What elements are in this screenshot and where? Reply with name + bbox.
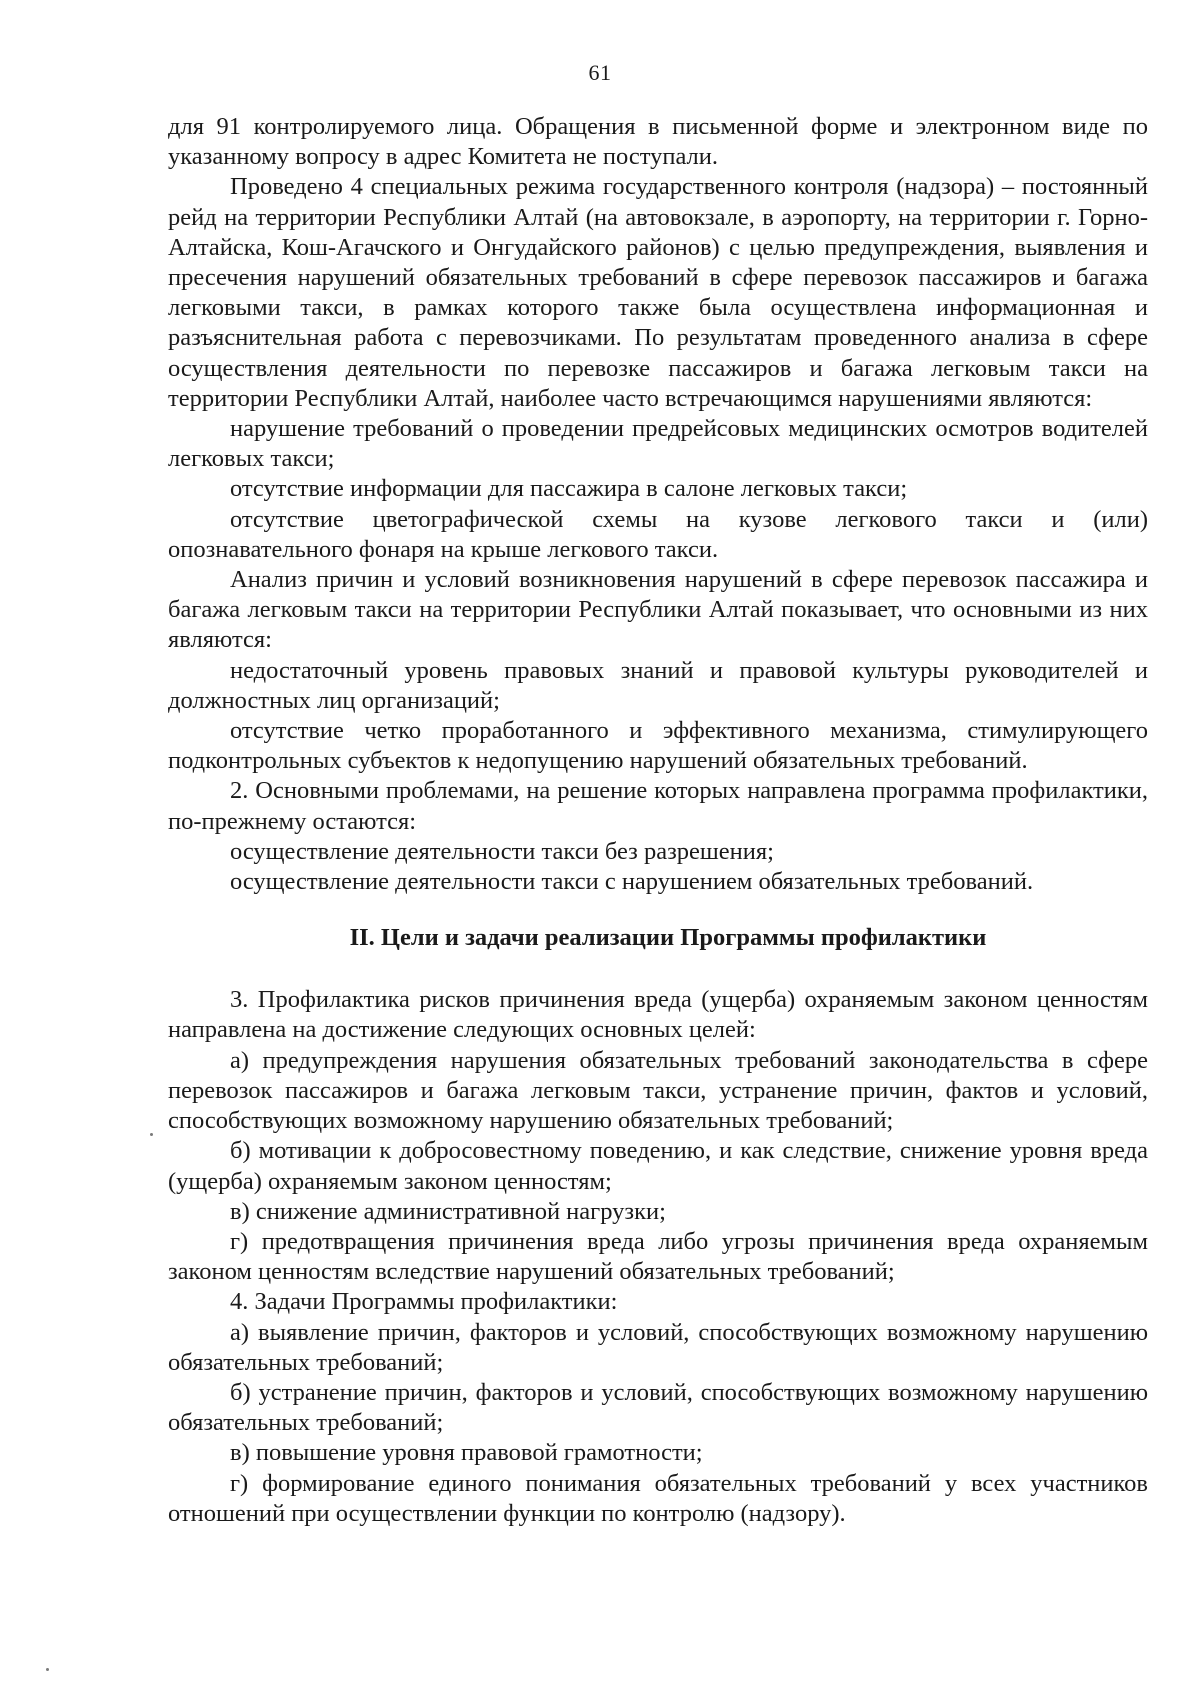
paragraph-continuation: для 91 контролируемого лица. Обращения в письменной форме и электронном виде по указанному вопросу в адрес Комитета не поступали.: [168, 113, 1148, 171]
list-item-problem-violations: осуществление деятельности такси с нарушением обязательных требований.: [230, 868, 1034, 896]
list-item-task-c: в) повышение уровня правовой грамотности;: [230, 1439, 703, 1467]
list-item-violation-color-scheme: отсутствие цветографической схемы на кузове легкового такси и (или) опознавательного фонаря на крыше легкового такси.: [168, 505, 1148, 563]
list-item-goal-d: г) предотвращения причинения вреда либо угрозы причинения вреда охраняемым законом ценностям вследствие нарушений обязательных требований;: [168, 1227, 1148, 1286]
list-item-goal-a: а) предупреждения нарушения обязательных требований законодательства в сфере перевозок пассажиров и багажа легковым такси, устранение причин, фактов и условий, способствующих возможному нарушению обязательных требований;: [168, 1046, 1148, 1135]
list-item-violation-medical: нарушение требований о проведении предрейсовых медицинских осмотров водителей легковых такси;: [168, 415, 1148, 473]
list-item-task-b: б) устранение причин, факторов и условий, способствующих возможному нарушению обязательных требований;: [168, 1378, 1148, 1437]
page-number: 61: [588, 60, 612, 85]
list-item-goal-b: б) мотивации к добросовестному поведению, и как следствие, снижение уровня вреда (ущерба) охраняемым законом ценностям;: [168, 1137, 1148, 1195]
list-item-violation-info: отсутствие информации для пассажира в салоне легковых такси;: [230, 475, 908, 503]
paragraph-special-regimes: Проведено 4 специальных режима государственного контроля (надзора) – постоянный рейд на территории Республики Алтай (на автовокзале, в аэропорту, на территории г. Горно-Алтайска, Кош-Агачского и Онгудайского районов) с целью предупреждения, выявления и пресечения нарушений обязательных требований в сфере перевозок пассажиров и багажа легковыми такси, в рамках которого также была осуществлена информационная и разъяснительная работа с перевозчиками. По результатам проведенного анализа в сфере осуществления деятельности по перевозке пассажиров и багажа легковым такси на территории Республики Алтай, наиболее часто встречающимся нарушениями являются:: [168, 173, 1148, 412]
document-body: [168, 112, 1148, 1529]
scan-speck: [46, 1668, 49, 1671]
paragraph-causes-analysis: Анализ причин и условий возникновения нарушений в сфере перевозок пассажира и багажа легковым такси на территории Республики Алтай показывает, что основными из них являются:: [168, 566, 1148, 654]
scan-speck: [150, 1133, 153, 1136]
paragraph-main-problems: 2. Основными проблемами, на решение которых направлена программа профилактики, по-прежнему остаются:: [168, 777, 1148, 835]
list-item-problem-no-permit: осуществление деятельности такси без разрешения;: [230, 837, 774, 865]
paragraph-program-tasks: 4. Задачи Программы профилактики:: [230, 1288, 618, 1316]
list-item-cause-mechanism: отсутствие четко проработанного и эффективного механизма, стимулирующего подконтрольных субъектов к недопущению нарушений обязательных требований.: [168, 717, 1148, 775]
list-item-goal-c: в) снижение административной нагрузки;: [230, 1197, 666, 1225]
paragraph-prevention-goals: 3. Профилактика рисков причинения вреда (ущерба) охраняемым законом ценностям направлена на достижение следующих основных целей:: [168, 986, 1148, 1044]
list-item-cause-knowledge: недостаточный уровень правовых знаний и правовой культуры руководителей и должностных лиц организаций;: [168, 656, 1148, 714]
list-item-task-d: г) формирование единого понимания обязательных требований у всех участников отношений при осуществлении функции по контролю (надзору).: [168, 1469, 1148, 1527]
list-item-task-a: а) выявление причин, факторов и условий, способствующих возможному нарушению обязательных требований;: [168, 1318, 1148, 1376]
section-heading: II. Цели и задачи реализации Программы профилактики: [349, 924, 987, 952]
